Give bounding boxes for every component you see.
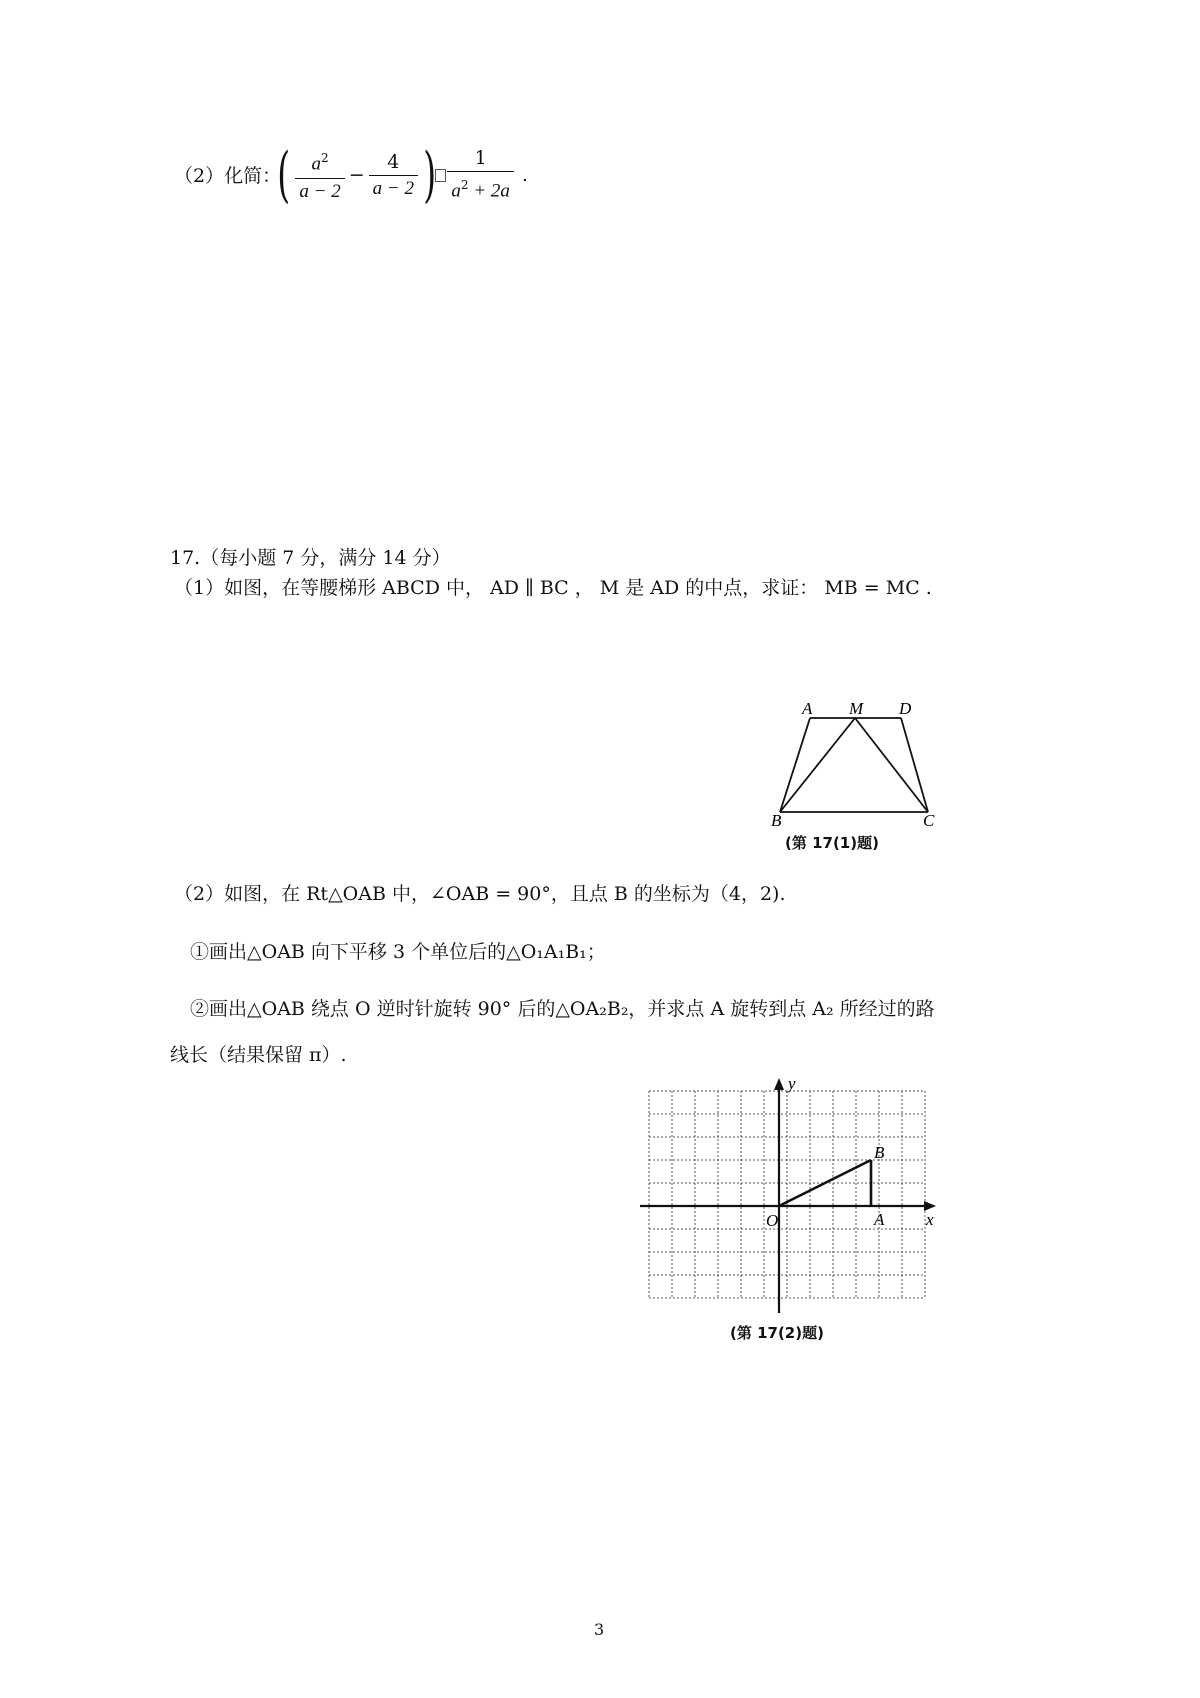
division-box-icon — [435, 169, 446, 182]
right-paren: ) — [423, 140, 437, 210]
label-x: x — [926, 1210, 934, 1229]
grid-lines — [649, 1091, 925, 1298]
q17-part2-sub2b: 线长（结果保留 π）. — [170, 1044, 347, 1066]
q16-2-label: （2）化简： — [174, 165, 282, 187]
label-y: y — [788, 1075, 796, 1093]
left-paren: ( — [277, 140, 291, 210]
q16-2-expression — [272, 142, 528, 208]
fraction-1: $\frac{a^2}{a - 2}$ — [295, 145, 344, 204]
label-A: A — [874, 1210, 885, 1229]
label-O: O — [766, 1211, 779, 1230]
side-AB — [780, 718, 810, 812]
q17-header: 17.（每小题 7 分，满分 14 分） — [170, 547, 451, 569]
period: . — [521, 164, 528, 186]
q17-part1-text: （1）如图，在等腰梯形 ABCD 中， AD ∥ BC ， M 是 AD 的中点，求证： MB = MC . — [174, 577, 932, 599]
page-number: 3 — [594, 1620, 605, 1639]
label-B: B — [771, 811, 782, 830]
label-C: C — [923, 811, 935, 830]
trapezoid-lines — [780, 718, 928, 812]
fraction-3: $\frac{1}{a^2 + 2a}$ — [447, 145, 513, 204]
axes — [640, 1085, 928, 1313]
label-A: A — [802, 699, 813, 718]
coordinate-grid-figure — [640, 1075, 950, 1325]
label-M: M — [849, 699, 864, 718]
label-D: D — [899, 699, 912, 718]
minus-sign: − — [348, 164, 365, 186]
q17-part2-sub2a: ②画出△OAB 绕点 O 逆时针旋转 90° 后的△OA₂B₂，并求点 A 旋转到点 A₂ 所经过的路 — [190, 998, 935, 1020]
q17-part2-text: （2）如图，在 Rt△OAB 中，∠OAB = 90°，且点 B 的坐标为（4，2). — [174, 883, 786, 905]
label-B: B — [874, 1143, 885, 1162]
figure1-caption: (第 17(1)题) — [785, 834, 879, 852]
figure2-caption: (第 17(2)题) — [730, 1324, 824, 1342]
side-DC — [901, 718, 928, 812]
segment-MC — [855, 718, 928, 812]
q17-part2-sub1: ①画出△OAB 向下平移 3 个单位后的△O₁A₁B₁； — [190, 941, 606, 963]
fraction-2: $\frac{4}{a - 2}$ — [369, 149, 418, 202]
y-axis-arrow-icon — [774, 1078, 784, 1090]
segment-MB — [780, 718, 855, 812]
